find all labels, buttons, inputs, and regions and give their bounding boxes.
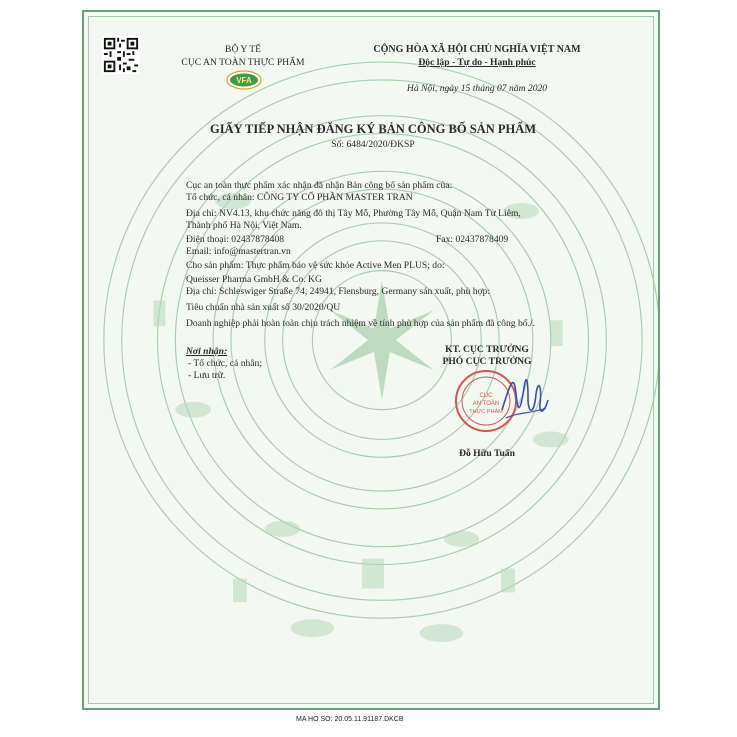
document-number: Số: 6484/2020/ĐKSP	[331, 139, 415, 150]
issue-date: Hà Nội, ngày 15 tháng 07 năm 2020	[406, 83, 548, 94]
recipients-heading: Nơi nhận:	[186, 346, 228, 357]
manufacturer-address: Địa chỉ: Schleswiger Straße 74, 24941, Flensburg, Germany sản xuất, phù hợp:	[186, 286, 491, 297]
recipient-item: - Tổ chức, cá nhân;	[188, 358, 263, 369]
responsibility-statement: Doanh nghiệp phải hoàn toàn chịu trách nhiệm về tính phù hợp của sản phẩm đã công bố./.	[186, 318, 536, 329]
national-motto: Độc lập - Tự do - Hạnh phúc	[418, 57, 536, 68]
svg-text:THỰC PHẨM: THỰC PHẨM	[469, 409, 503, 415]
logo-text: VFA	[236, 76, 252, 85]
intro-text: Cục an toàn thực phẩm xác nhận đã nhận Bản công bố sản phẩm của:	[186, 180, 453, 191]
address-line-2: Thành phố Hà Nội, Việt Nam.	[186, 220, 302, 231]
signer-name: Đỗ Hữu Tuấn	[459, 448, 515, 459]
fax: Fax: 02437878409	[436, 234, 509, 245]
vfa-logo	[226, 70, 262, 90]
svg-text:AN TOÀN: AN TOÀN	[472, 401, 500, 407]
svg-text:CỤC: CỤC	[479, 393, 493, 399]
organization: Tổ chức, cá nhân: CÔNG TY CỔ PHẦN MASTER TRAN	[186, 192, 413, 203]
agency-name: CỤC AN TOÀN THỰC PHẨM	[181, 57, 305, 68]
dossier-code: MA HO SO: 20.05.11.91187.DKCB	[296, 716, 404, 723]
address-line-1: Địa chỉ: NV4.13, khu chức năng đô thị Tây Mỗ, Phường Tây Mỗ, Quận Nam Từ Liêm,	[186, 208, 521, 219]
handwritten-signature	[496, 364, 552, 428]
phone: Điện thoại: 02437878408	[186, 234, 285, 245]
signer-role-2: PHÓ CỤC TRƯỞNG	[442, 356, 532, 367]
certificate-document	[82, 10, 660, 710]
standard-number: Tiêu chuẩn nhà sản xuất số 30/2020/QU	[186, 302, 341, 313]
ministry-name: BỘ Y TẾ	[225, 44, 261, 55]
recipient-item: - Lưu trữ.	[188, 370, 226, 381]
qr-code	[102, 36, 140, 74]
product-name: Cho sản phẩm: Thực phẩm bảo vệ sức khỏe Active Men PLUS; do:	[186, 260, 445, 271]
country-name: CỘNG HÒA XÃ HỘI CHỦ NGHĨA VIỆT NAM	[373, 44, 581, 55]
manufacturer: Queisser Pharma GmbH & Co. KG	[186, 274, 322, 285]
drum-watermark	[84, 12, 658, 708]
email: Email: info@mastertran.vn	[186, 246, 291, 257]
document-title: GIẤY TIẾP NHẬN ĐĂNG KÝ BẢN CÔNG BỐ SẢN PHẨM	[209, 122, 537, 136]
signer-role-1: KT. CỤC TRƯỞNG	[445, 344, 529, 355]
